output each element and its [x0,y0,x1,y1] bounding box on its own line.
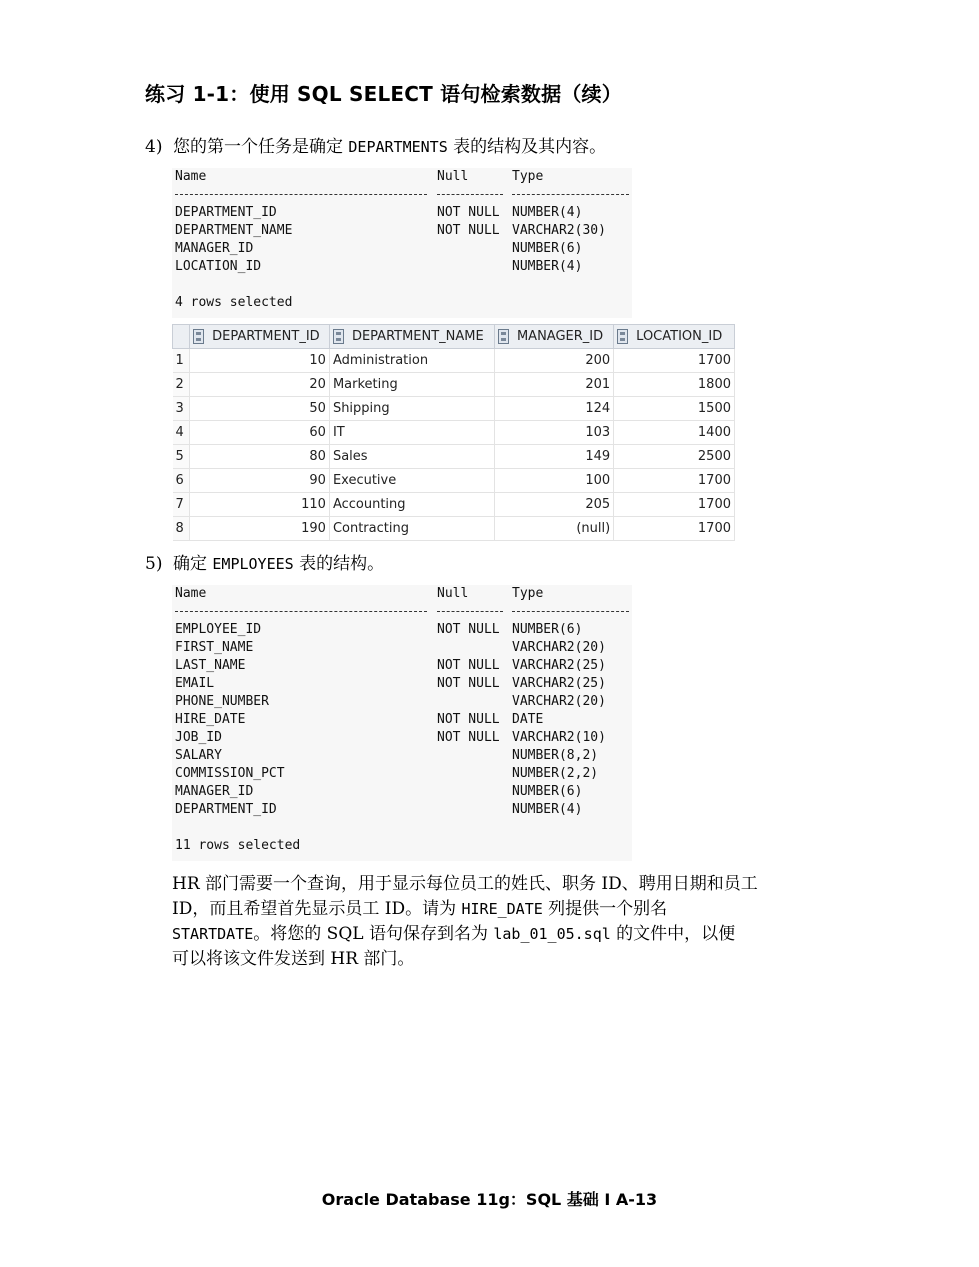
cell-department-id: 10 [190,349,330,373]
column-type: NUMBER(6) [512,241,583,256]
column-name: LOCATION_ID [175,259,262,274]
separator-dash [437,194,503,195]
page-footer: Oracle Database 11g：SQL 基础 I A-13 [321,1190,658,1209]
step-4-instruction [145,136,606,158]
cell-location-id: 2500 [614,445,735,469]
column-header-name: Name [175,586,207,601]
describe-row [172,711,632,729]
column-name: JOB_ID [175,730,222,745]
describe-row [172,657,632,675]
paragraph-text: 列提供一个别名 [542,899,668,919]
column-type: VARCHAR2(25) [512,658,606,673]
cell-manager-id: 200 [494,349,613,373]
column-type: VARCHAR2(25) [512,676,606,691]
cell-department-id: 190 [190,517,330,541]
grid-row [173,469,735,493]
rows-selected-text: 4 rows selected [175,295,293,310]
paragraph-text: ID，而且希望首先显示员工 ID。请为 [172,899,462,919]
paragraph-line [172,922,832,947]
employees-describe-output [172,585,632,861]
row-number: 1 [173,349,190,373]
column-nullable: NOT NULL [437,676,500,691]
grid-row [173,445,735,469]
column-nullable: NOT NULL [437,622,500,637]
cell-department-id: 90 [190,469,330,493]
column-type: NUMBER(4) [512,802,583,817]
grid-row [173,517,735,541]
separator-dash [175,611,427,612]
cell-department-id: 60 [190,421,330,445]
describe-row [172,240,632,258]
grid-row [173,373,735,397]
cell-department-id: 20 [190,373,330,397]
row-number-header [173,325,190,349]
page-title: 练习 1-1：使用 SQL SELECT 语句检索数据（续） [145,82,622,106]
describe-separator-row [172,603,632,621]
cell-manager-id: 124 [494,397,613,421]
cell-department-id: 110 [190,493,330,517]
step-text: 确定 [173,554,213,574]
step-text: 表的结构。 [293,554,385,574]
rows-selected-text: 11 rows selected [175,838,301,853]
describe-row [172,693,632,711]
paragraph-text: 的文件中，以便 [610,924,736,944]
column-type: NUMBER(4) [512,205,583,220]
grid-column-header [614,325,735,349]
grid-row [173,421,735,445]
column-name: EMAIL [175,676,215,691]
column-header-name: Name [175,169,207,184]
grid-header-label: DEPARTMENT_NAME [351,329,484,344]
cell-location-id: 1700 [614,349,735,373]
separator-dash [175,194,427,195]
grid-column-header [494,325,613,349]
row-number: 6 [173,469,190,493]
sort-icon [498,329,509,344]
column-nullable: NOT NULL [437,205,500,220]
cell-department-name: Sales [329,445,494,469]
cell-department-name: Marketing [329,373,494,397]
describe-spacer [172,819,632,837]
cell-location-id: 1400 [614,421,735,445]
column-type: VARCHAR2(20) [512,694,606,709]
grid-column-header [190,325,330,349]
cell-department-name: Shipping [329,397,494,421]
row-number: 7 [173,493,190,517]
describe-header-row [172,168,632,186]
paragraph-code: STARTDATE [172,925,254,943]
paragraph-line: HR 部门需要一个查询，用于显示每位员工的姓氏、职务 ID、聘用日期和员工 [172,874,758,894]
column-header-null: Null [437,586,469,601]
cell-location-id: 1500 [614,397,735,421]
column-header-type: Type [512,586,544,601]
grid-row [173,493,735,517]
row-number: 8 [173,517,190,541]
column-type: NUMBER(4) [512,259,583,274]
row-number: 4 [173,421,190,445]
grid-row [173,349,735,373]
column-header-type: Type [512,169,544,184]
cell-manager-id: 205 [494,493,613,517]
separator-dash [512,611,629,612]
column-nullable: NOT NULL [437,712,500,727]
column-type: NUMBER(6) [512,622,583,637]
paragraph-code: HIRE_DATE [461,900,543,918]
cell-location-id: 1700 [614,469,735,493]
describe-header-row [172,585,632,603]
column-nullable: NOT NULL [437,658,500,673]
column-type: VARCHAR2(30) [512,223,606,238]
step-text: 表的结构及其内容。 [447,137,607,157]
departments-describe-output [172,168,632,318]
row-number: 2 [173,373,190,397]
column-nullable: NOT NULL [437,223,500,238]
cell-department-id: 80 [190,445,330,469]
cell-department-name: Accounting [329,493,494,517]
describe-row [172,747,632,765]
describe-row [172,639,632,657]
column-name: HIRE_DATE [175,712,246,727]
cell-department-name: Administration [329,349,494,373]
column-name: DEPARTMENT_NAME [175,223,293,238]
cell-department-name: Executive [329,469,494,493]
describe-row [172,765,632,783]
describe-row [172,258,632,276]
task-paragraph [172,872,832,972]
cell-location-id: 1800 [614,373,735,397]
step-number: 5) [145,554,163,574]
column-type: NUMBER(6) [512,784,583,799]
column-type: NUMBER(8,2) [512,748,599,763]
grid-header-label: LOCATION_ID [636,329,723,344]
column-name: EMPLOYEE_ID [175,622,262,637]
separator-dash [437,611,503,612]
describe-row [172,783,632,801]
cell-department-name: Contracting [329,517,494,541]
cell-manager-id: 103 [494,421,613,445]
step-5-instruction [145,553,384,575]
cell-manager-id: (null) [494,517,613,541]
column-name: MANAGER_ID [175,784,254,799]
step-code: DEPARTMENTS [348,138,448,156]
column-type: VARCHAR2(20) [512,640,606,655]
cell-department-name: IT [329,421,494,445]
column-type: VARCHAR2(10) [512,730,606,745]
describe-row [172,621,632,639]
column-type: DATE [512,712,544,727]
column-header-null: Null [437,169,469,184]
cell-location-id: 1700 [614,493,735,517]
column-name: PHONE_NUMBER [175,694,269,709]
step-number: 4) [145,137,163,157]
sort-icon [617,329,628,344]
departments-result-grid [172,324,735,541]
column-name: SALARY [175,748,222,763]
cell-manager-id: 201 [494,373,613,397]
cell-manager-id: 100 [494,469,613,493]
paragraph-line: 可以将该文件发送到 HR 部门。 [172,949,415,969]
row-number: 3 [173,397,190,421]
describe-row [172,729,632,747]
cell-location-id: 1700 [614,517,735,541]
describe-row [172,675,632,693]
separator-dash [512,194,629,195]
sort-icon [333,329,344,344]
grid-header-label: DEPARTMENT_ID [212,329,320,344]
column-name: DEPARTMENT_ID [175,205,277,220]
column-name: FIRST_NAME [175,640,254,655]
cell-manager-id: 149 [494,445,613,469]
paragraph-code: lab_01_05.sql [493,925,611,943]
step-text: 您的第一个任务是确定 [173,137,349,157]
step-code: EMPLOYEES [212,555,294,573]
paragraph-line [172,897,832,922]
grid-column-header [329,325,494,349]
sort-icon [193,329,204,344]
describe-separator-row [172,186,632,204]
paragraph-text: 。将您的 SQL 语句保存到名为 [253,924,494,944]
column-name: MANAGER_ID [175,241,254,256]
column-name: DEPARTMENT_ID [175,802,277,817]
describe-row [172,222,632,240]
grid-row [173,397,735,421]
describe-row [172,204,632,222]
column-name: COMMISSION_PCT [175,766,285,781]
describe-row [172,801,632,819]
column-name: LAST_NAME [175,658,246,673]
column-nullable: NOT NULL [437,730,500,745]
column-type: NUMBER(2,2) [512,766,599,781]
row-number: 5 [173,445,190,469]
grid-header-label: MANAGER_ID [516,329,604,344]
cell-department-id: 50 [190,397,330,421]
describe-spacer [172,276,632,294]
